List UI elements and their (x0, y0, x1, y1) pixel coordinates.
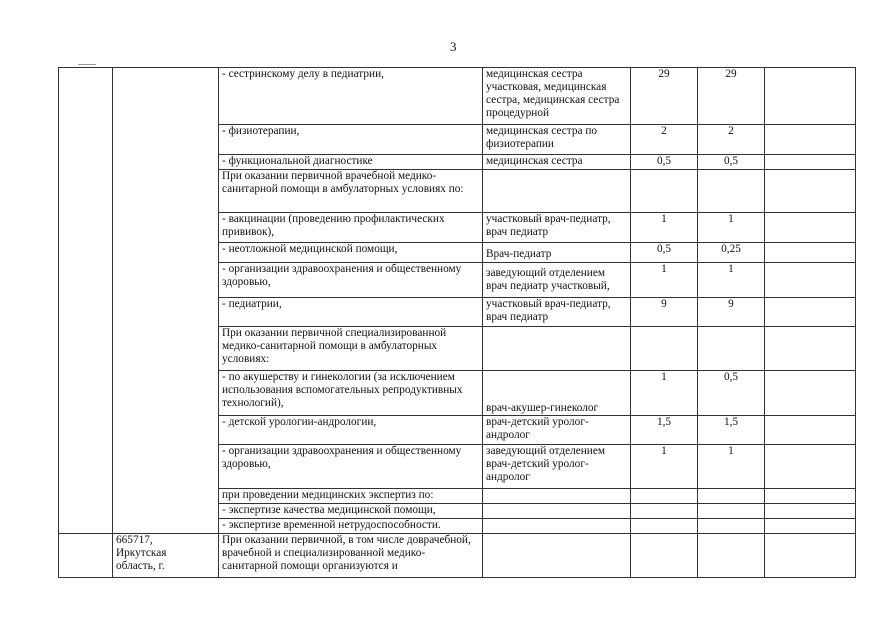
position-cell: участковый врач-педиатр, врач педиатр (483, 213, 631, 243)
activity-cell: - физиотерапии, (219, 125, 483, 155)
note-cell (765, 416, 856, 445)
activity-cell: - организации здравоохранения и общественному здоровью, (219, 263, 483, 298)
note-cell (765, 445, 856, 489)
rate-cell: 29 (698, 68, 765, 125)
activity-cell: - неотложной медицинской помощи, (219, 243, 483, 263)
rate-cell (698, 504, 765, 519)
rate-cell (631, 170, 698, 213)
rate-cell: 1 (698, 263, 765, 298)
activity-cell: - организации здравоохранения и общественному здоровью, (219, 445, 483, 489)
position-cell: врач-детский уролог-андролог (483, 416, 631, 445)
rate-cell: 0,5 (631, 243, 698, 263)
note-cell (765, 68, 856, 125)
note-cell (765, 504, 856, 519)
position-cell: заведующий отделением врач педиатр участковый, (483, 263, 631, 298)
position-cell: заведующий отделением врач-детский уролог-андролог (483, 445, 631, 489)
activity-cell: - вакцинации (проведению профилактических прививок), (219, 213, 483, 243)
position-cell: медицинская сестра участковая, медицинская сестра, медицинская сестра процедурной (483, 68, 631, 125)
note-cell (765, 298, 856, 327)
note-cell (765, 125, 856, 155)
rate-cell (698, 489, 765, 504)
staffing-table (58, 67, 856, 578)
position-cell (483, 170, 631, 213)
rate-cell (698, 534, 765, 578)
note-cell (765, 155, 856, 170)
activity-cell: - экспертизе временной нетрудоспособности. (219, 519, 483, 534)
activity-cell: - по акушерству и гинекологии (за исключением использования вспомогательных репродуктивных технологий), (219, 371, 483, 416)
rate-cell: 1 (698, 213, 765, 243)
scan-mark (78, 64, 96, 65)
position-cell: медицинская сестра (483, 155, 631, 170)
page-number: 3 (450, 39, 457, 54)
activity-cell: - функциональной диагностике (219, 155, 483, 170)
rate-cell: 1 (631, 213, 698, 243)
rate-cell: 1,5 (631, 416, 698, 445)
activity-cell: - детской урологии-андрологии, (219, 416, 483, 445)
note-cell (765, 213, 856, 243)
rate-cell: 1 (631, 445, 698, 489)
rate-cell: 9 (631, 298, 698, 327)
activity-cell: - педиатрии, (219, 298, 483, 327)
position-cell (483, 489, 631, 504)
activity-cell: При оказании первичной врачебной медико-санитарной помощи в амбулаторных условиях по: (219, 170, 483, 213)
rate-cell: 1,5 (698, 416, 765, 445)
address-cell: 665717, Иркутская область, г. (113, 534, 219, 578)
activity-cell: При оказании первичной специализированной медико-санитарной помощи в амбулаторных условиях: (219, 327, 483, 371)
position-cell (483, 534, 631, 578)
rate-cell: 0,5 (631, 155, 698, 170)
activity-cell: - сестринскому делу в педиатрии, (219, 68, 483, 125)
number-cell (59, 534, 113, 578)
rate-cell: 1 (631, 371, 698, 416)
rate-cell (698, 170, 765, 213)
rate-cell: 2 (631, 125, 698, 155)
position-cell (483, 519, 631, 534)
note-cell (765, 327, 856, 371)
rate-cell: 2 (698, 125, 765, 155)
rate-cell: 0,25 (698, 243, 765, 263)
note-cell (765, 371, 856, 416)
note-cell (765, 170, 856, 213)
activity-cell: При оказании первичной, в том числе доврачебной, врачебной и специализированной медико-санитарной помощи организуются и (219, 534, 483, 578)
position-cell (483, 327, 631, 371)
position-cell: врач-акушер-гинеколог (483, 371, 631, 416)
rate-cell (631, 534, 698, 578)
position-cell (483, 504, 631, 519)
rate-cell: 29 (631, 68, 698, 125)
note-cell (765, 263, 856, 298)
rate-cell (631, 519, 698, 534)
position-cell: Врач-педиатр (483, 243, 631, 263)
position-cell: участковый врач-педиатр, врач педиатр (483, 298, 631, 327)
rate-cell: 1 (631, 263, 698, 298)
rate-cell (631, 327, 698, 371)
rate-cell (631, 504, 698, 519)
rate-cell (631, 489, 698, 504)
position-cell: медицинская сестра по физиотерапии (483, 125, 631, 155)
note-cell (765, 534, 856, 578)
rate-cell (698, 327, 765, 371)
rate-cell: 0,5 (698, 371, 765, 416)
activity-cell: - экспертизе качества медицинской помощи, (219, 504, 483, 519)
rate-cell: 0,5 (698, 155, 765, 170)
note-cell (765, 519, 856, 534)
rate-cell (698, 519, 765, 534)
rate-cell: 1 (698, 445, 765, 489)
table-row (59, 534, 856, 578)
note-cell (765, 243, 856, 263)
note-cell (765, 489, 856, 504)
table-row (59, 68, 856, 125)
activity-cell: при проведении медицинских экспертиз по: (219, 489, 483, 504)
rate-cell: 9 (698, 298, 765, 327)
number-cell (59, 68, 113, 534)
address-cell (113, 68, 219, 534)
